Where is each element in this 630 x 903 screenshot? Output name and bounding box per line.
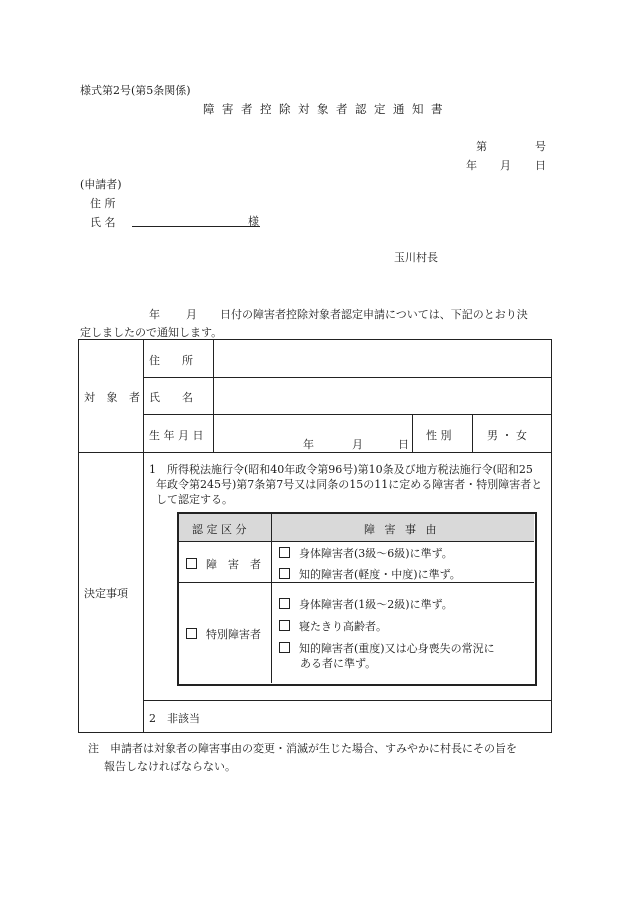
decision-label: 決定事項 bbox=[84, 587, 128, 600]
decision-item2: 2 非該当 bbox=[149, 712, 200, 725]
header-reason: 障 害 事 由 bbox=[364, 523, 440, 536]
applicant-honorific: 様 bbox=[248, 215, 259, 228]
checkbox[interactable] bbox=[279, 547, 290, 558]
form-id: 様式第2号(第5条関係) bbox=[80, 84, 191, 97]
reason-5[interactable]: 知的障害者(重度)又は心身喪失の常況に bbox=[279, 640, 495, 656]
checkbox-special[interactable] bbox=[186, 628, 197, 639]
note-line1: 注 申請者は対象者の障害事由の変更・消滅が生じた場合、すみやかに村長にその旨を bbox=[88, 742, 517, 755]
dob-year: 年 bbox=[303, 438, 314, 451]
subject-dob-label: 生年月日 bbox=[149, 429, 207, 442]
checkbox[interactable] bbox=[279, 568, 290, 579]
category-special-disabled[interactable]: 特別障害者 bbox=[186, 626, 261, 642]
applicant-name-label: 氏 名 bbox=[90, 216, 116, 229]
reason-1[interactable]: 身体障害者(3級～6級)に準ず。 bbox=[279, 545, 453, 561]
decision-item1-line1: 1 所得税法施行令(昭和40年政令第96号)第10条及び地方税法施行令(昭和25 bbox=[149, 463, 533, 476]
doc-number-prefix: 第 bbox=[476, 140, 487, 153]
date-month: 月 bbox=[500, 159, 511, 172]
subject-address-label: 住 所 bbox=[149, 354, 193, 367]
sex-label: 性 別 bbox=[426, 429, 452, 442]
issuer: 玉川村長 bbox=[394, 251, 438, 264]
reason-5-line2: ある者に準ず。 bbox=[300, 657, 377, 670]
applicant-name-underline bbox=[132, 226, 260, 227]
subject-label: 対 象 者 bbox=[84, 391, 144, 404]
checkbox-disabled[interactable] bbox=[186, 558, 197, 569]
category-disabled[interactable]: 障 害 者 bbox=[186, 556, 261, 572]
intro-month: 月 bbox=[186, 308, 197, 321]
sex-value: 男 ・ 女 bbox=[487, 429, 527, 442]
reason-4[interactable]: 寝たきり高齢者。 bbox=[279, 618, 387, 634]
header-category: 認 定 区 分 bbox=[192, 523, 247, 536]
applicant-label: (申請者) bbox=[80, 178, 122, 191]
subject-name-label: 氏 名 bbox=[149, 391, 193, 404]
intro-year: 年 bbox=[149, 308, 160, 321]
reason-3[interactable]: 身体障害者(1級～2級)に準ず。 bbox=[279, 596, 453, 612]
document-title: 障害者控除対象者認定通知書 bbox=[203, 102, 450, 116]
intro-text: 日付の障害者控除対象者認定申請については、下記のとおり決 bbox=[220, 308, 528, 321]
checkbox[interactable] bbox=[279, 642, 290, 653]
decision-item1-line2: 年政令第245号)第7条第7号又は同条の15の11に定める障害者・特別障害者と bbox=[156, 478, 543, 491]
applicant-address-label: 住 所 bbox=[90, 197, 116, 210]
reason-2[interactable]: 知的障害者(軽度・中度)に準ず。 bbox=[279, 566, 461, 582]
date-year: 年 bbox=[466, 159, 477, 172]
checkbox[interactable] bbox=[279, 598, 290, 609]
date-day: 日 bbox=[535, 159, 546, 172]
checkbox[interactable] bbox=[279, 620, 290, 631]
intro-text-line2: 定しましたので通知します。 bbox=[80, 326, 223, 339]
dob-month: 月 bbox=[352, 438, 363, 451]
dob-day: 日 bbox=[398, 438, 409, 451]
doc-number-suffix: 号 bbox=[535, 140, 546, 153]
note-line2: 報告しなければならない。 bbox=[104, 760, 236, 773]
decision-item1-line3: して認定する。 bbox=[156, 493, 233, 506]
